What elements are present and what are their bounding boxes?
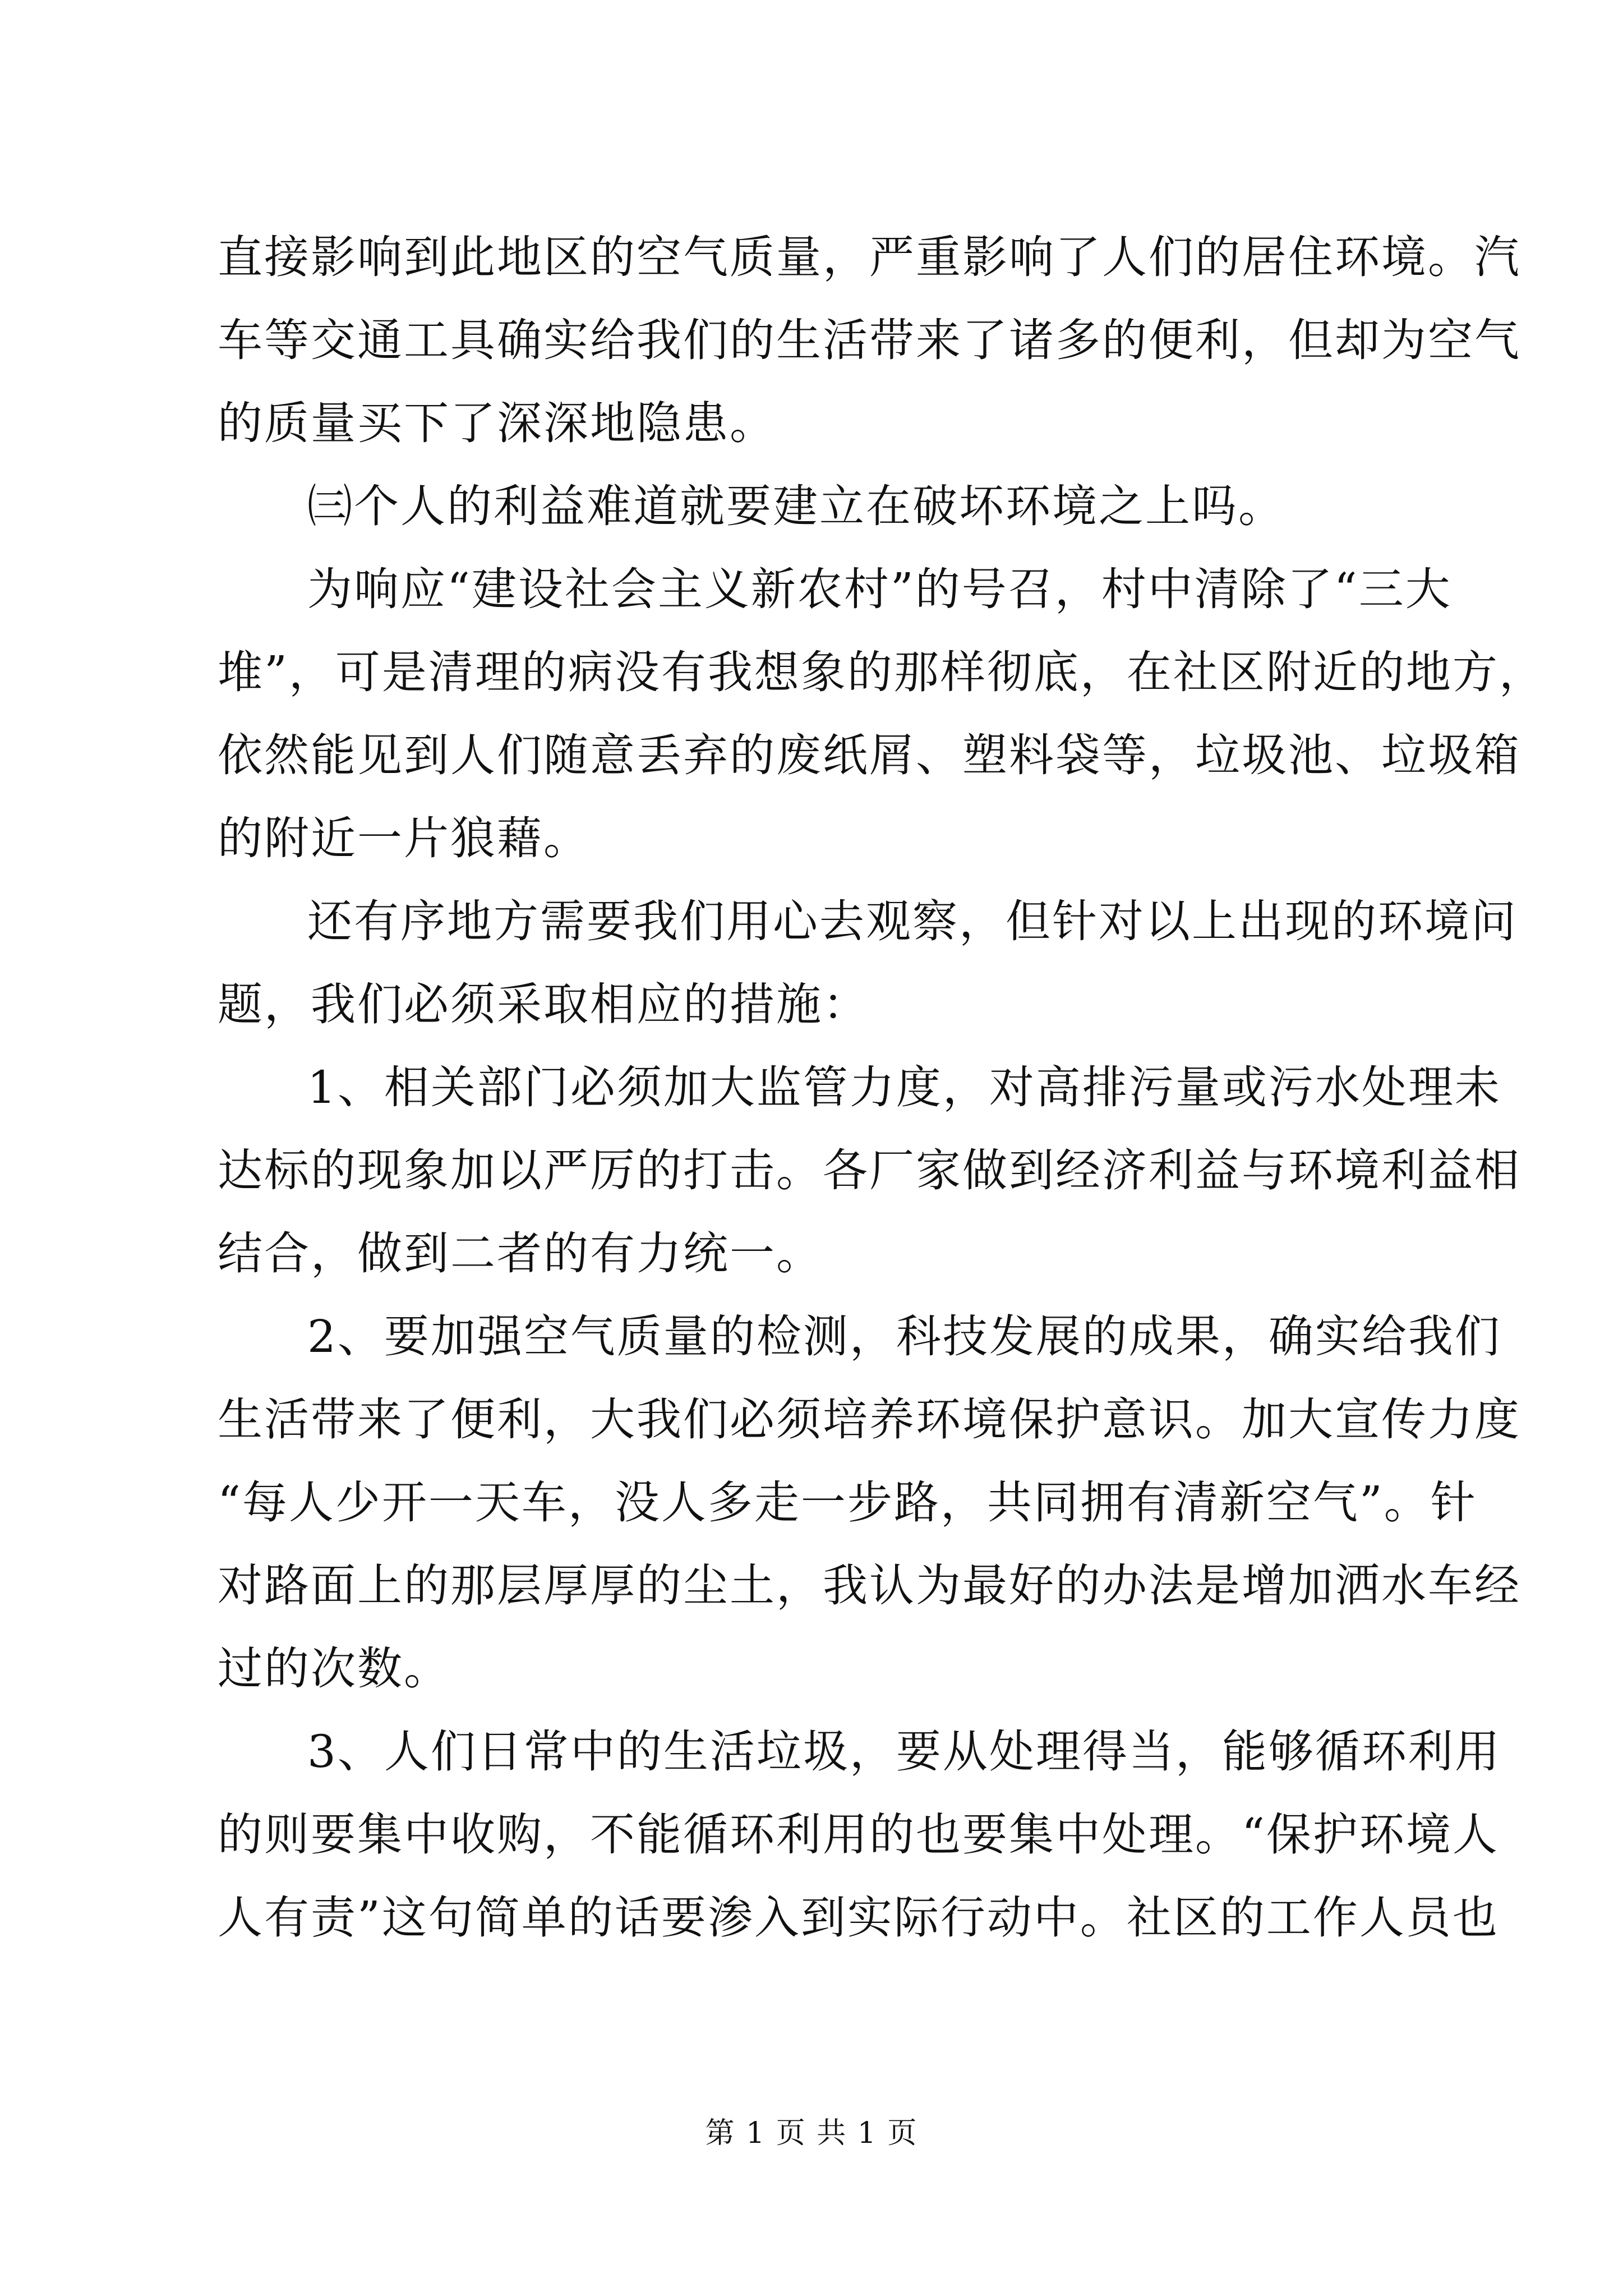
- text-line: 依然能见到人们随意丢弃的废纸屑、塑料袋等，垃圾池、垃圾箱: [218, 729, 1521, 781]
- paragraph-air-quality: [218, 216, 1521, 465]
- text-line: 结合，做到二者的有力统一。: [218, 1227, 823, 1280]
- text-line: 为响应“建设社会主义新农村”的号召，村中清除了“三大: [307, 563, 1452, 615]
- text-line: 生活带来了便利，大我们必须培养环境保护意识。加大宣传力度: [218, 1393, 1521, 1446]
- section-heading-3: [218, 465, 1429, 548]
- text-line: 还有序地方需要我们用心去观察，但针对以上出现的环境问: [307, 895, 1518, 947]
- text-line: 对路面上的那层厚厚的尘土，我认为最好的办法是增加洒水车经: [218, 1559, 1521, 1612]
- paragraph-new-countryside: [218, 548, 1546, 880]
- text-line: 3、人们日常中的生活垃圾，要从处理得当，能够循环利用: [307, 1726, 1501, 1778]
- document-body: [218, 216, 1546, 1959]
- text-line: 题，我们必须采取相应的措施：: [218, 978, 869, 1030]
- text-line: 直接影响到此地区的空气质量，严重影响了人们的居住环境。汽: [218, 231, 1521, 283]
- text-line: 过的次数。: [218, 1642, 450, 1695]
- text-line: ㈢个人的利益难道就要建立在破坏环境之上吗。: [307, 480, 1285, 532]
- text-line: 2、要加强空气质量的检测，科技发展的成果，确实给我们: [307, 1310, 1501, 1363]
- paragraph-measures-intro: [218, 880, 1518, 1046]
- paragraph-measure-2: [218, 1295, 1521, 1710]
- text-line: 堆”，可是清理的病没有我想象的那样彻底，在社区附近的地方，: [218, 646, 1546, 698]
- paragraph-measure-3: [218, 1710, 1501, 1959]
- text-line: 人有责”这句简单的话要渗入到实际行动中。社区的工作人员也: [218, 1892, 1499, 1944]
- paragraph-measure-1: [218, 1046, 1521, 1295]
- text-line: 的则要集中收购，不能循环利用的也要集中处理。“保护环境人: [218, 1809, 1499, 1861]
- page-footer: [0, 2114, 1623, 2153]
- text-line: 1、相关部门必须加大监管力度，对高排污量或污水处理未: [307, 1061, 1501, 1114]
- text-line: 车等交通工具确实给我们的生活带来了诸多的便利，但却为空气: [218, 314, 1521, 366]
- text-line: 的附近一片狼藉。: [218, 812, 590, 864]
- page-number: 第 1 页 共 1 页: [705, 2116, 918, 2150]
- text-line: 的质量买下了深深地隐患。: [218, 397, 776, 449]
- text-line: 达标的现象加以严厉的打击。各厂家做到经济利益与环境利益相: [218, 1144, 1521, 1197]
- text-line: “每人少开一天车，没人多走一步路，共同拥有清新空气”。针: [218, 1476, 1477, 1529]
